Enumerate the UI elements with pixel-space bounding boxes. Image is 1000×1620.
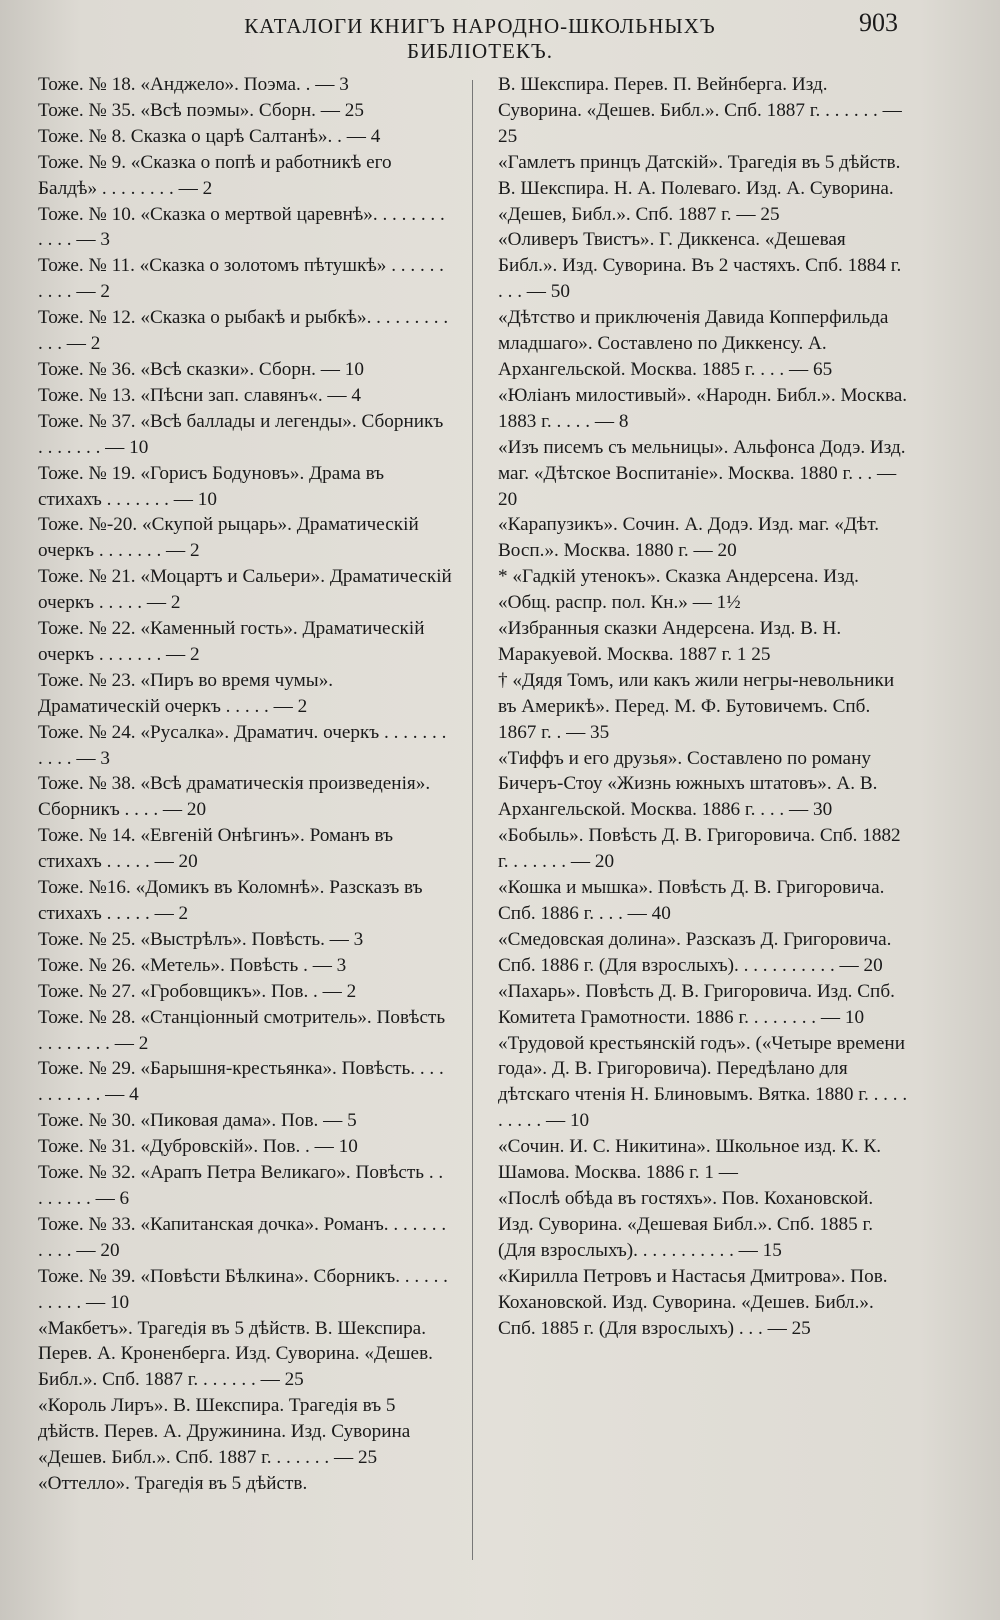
catalog-entry: Тоже. № 18. «Анджело». Поэма. . — 3 xyxy=(38,74,349,95)
catalog-entry: «Оттелло». Трагедія въ 5 дѣйств. xyxy=(38,1472,308,1494)
catalog-entry: «Карапузикъ». Сочин. А. Додэ. Изд. маг. «Дѣт. Восп.». Москва. 1880 г. — 20 xyxy=(498,514,880,562)
catalog-entry: Тоже. № 24. «Русалка». Драматич. очеркъ . . . . . . . . . . . — 3 xyxy=(38,721,447,769)
running-head: КАТАЛОГИ КНИГЪ НАРОДНО-ШКОЛЬНЫХЪ БИБЛІОТЕКЪ. xyxy=(244,14,716,63)
catalog-entry: «Послѣ обѣда въ гостяхъ». Пов. Кохановской. Изд. Суворина. «Дешевая Библ.». Спб. 1885 г. (Для взрослыхъ). . . . . . . . . . . — 15 xyxy=(498,1187,874,1261)
catalog-entry: Тоже. № 19. «Горисъ Бодуновъ». Драма въ стихахъ . . . . . . . — 10 xyxy=(38,462,385,510)
catalog-entry: «Кошка и мышка». Повѣсть Д. В. Григоровича. Спб. 1886 г. . . . — 40 xyxy=(498,877,885,924)
catalog-entry: Тоже. № 30. «Пиковая дама». Пов. — 5 xyxy=(38,1110,357,1132)
catalog-entry: * «Гадкій утенокъ». Сказка Андерсена. Изд. «Общ. распр. пол. Кн.» — 1½ xyxy=(498,566,859,614)
catalog-entry: «Трудовой крестьянскій годъ». («Четыре времени года». Д. В. Григоровича). Передѣлано для дѣтскаго чтенія Н. Блиновымъ. Вятка. 1880 г. . . . . . . . . . — 10 xyxy=(498,1032,908,1132)
catalog-entry: Тоже. № 31. «Дубровскій». Пов. . — 10 xyxy=(38,1136,358,1158)
column-divider xyxy=(472,80,473,1560)
right-column xyxy=(498,72,908,1341)
catalog-entry: Тоже. № 22. «Каменный гость». Драматическій очеркъ . . . . . . . — 2 xyxy=(38,618,425,665)
catalog-entry: Тоже. № 36. «Всѣ сказки». Сборн. — 10 xyxy=(38,358,364,380)
catalog-entry: Тоже. № 28. «Станціонный смотритель». Повѣсть . . . . . . . . — 2 xyxy=(38,1006,446,1054)
catalog-entry: Тоже. № 21. «Моцартъ и Сальери». Драматическій очеркъ . . . . . — 2 xyxy=(38,566,452,614)
catalog-entry: Тоже. № 9. «Сказка о попѣ и работникѣ его Балдѣ» . . . . . . . . — 2 xyxy=(38,151,392,199)
catalog-entry: Тоже. № 25. «Выстрѣлъ». Повѣсть. — 3 xyxy=(38,928,364,950)
catalog-entry: Тоже. № 38. «Всѣ драматическія произведенія». Сборникъ . . . . — 20 xyxy=(38,773,431,821)
catalog-entry: «Избранныя сказки Андерсена. Изд. В. Н. Маракуевой. Москва. 1887 г. 1 25 xyxy=(498,618,842,665)
catalog-entry: Тоже. № 11. «Сказка о золотомъ пѣтушкѣ» . . . . . . . . . . — 2 xyxy=(38,255,444,303)
catalog-entry: Тоже. № 12. «Сказка о рыбакѣ и рыбкѣ». . . . . . . . . . . . — 2 xyxy=(38,307,449,355)
catalog-entry: Тоже. № 13. «Пѣсни зап. славянъ«. — 4 xyxy=(38,384,362,406)
catalog-entry: † «Дядя Томъ, или какъ жили негры-невольники въ Америкѣ». Перед. М. Ф. Бутовичемъ. Спб. 1867 г. . — 35 xyxy=(498,669,895,743)
catalog-entry: Тоже. № 27. «Гробовщикъ». Пов. . — 2 xyxy=(38,980,357,1002)
catalog-entry: Тоже. №16. «Домикъ въ Коломнѣ». Разсказъ въ стихахъ . . . . . — 2 xyxy=(38,877,423,924)
catalog-entry: Тоже. № 29. «Барышня-крестьянка». Повѣсть. . . . . . . . . . . — 4 xyxy=(38,1058,444,1106)
catalog-entry: «Тиффъ и его друзья». Составлено по роману Бичеръ-Стоу «Жизнь южныхъ штатовъ». А. В. Архангельской. Москва. 1886 г. . . . — 30 xyxy=(498,747,878,821)
catalog-entry: «Изъ писемъ съ мельницы». Альфонса Додэ. Изд. маг. «Дѣтское Воспитаніе». Москва. 1880 г. . . — 20 xyxy=(498,436,906,510)
catalog-entry: «Бобыль». Повѣсть Д. В. Григоровича. Спб. 1882 г. . . . . . . — 20 xyxy=(498,825,901,873)
catalog-entry: «Король Лиръ». В. Шекспира. Трагедія въ 5 дѣйств. Перев. А. Дружинина. Изд. Суворина «Дешев. Библ.». Спб. 1887 г. . . . . . . — 25 xyxy=(38,1395,411,1469)
catalog-entry: В. Шекспира. Перев. П. Вейнберга. Изд. Суворина. «Дешев. Библ.». Спб. 1887 г. . . . . . . — 25 xyxy=(498,74,902,147)
catalog-entry: Тоже. № 33. «Капитанская дочка». Романъ. . . . . . . . . . . — 20 xyxy=(38,1213,447,1261)
catalog-entry: Тоже. № 37. «Всѣ баллады и легенды». Сборникъ . . . . . . . — 10 xyxy=(38,410,444,458)
catalog-entry: «Смедовская долина». Разсказъ Д. Григоровича. Спб. 1886 г. (Для взрослыхъ). . . . . . . . . . . — 20 xyxy=(498,928,892,976)
page-number: 903 xyxy=(859,8,898,37)
catalog-entry: Тоже. № 10. «Сказка о мертвой царевнѣ». . . . . . . . . . . . — 3 xyxy=(38,203,445,251)
catalog-entry: Тоже. № 26. «Метель». Повѣсть . — 3 xyxy=(38,954,347,976)
catalog-entry: «Сочин. И. С. Никитина». Школьное изд. К. К. Шамова. Москва. 1886 г. 1 — xyxy=(498,1136,882,1184)
catalog-entry: Тоже. № 8. Сказка о царѣ Салтанѣ». . — 4 xyxy=(38,125,381,147)
catalog-entry: Тоже. № 14. «Евгеній Онѣгинъ». Романъ въ стихахъ . . . . . — 20 xyxy=(38,825,394,873)
catalog-entry: Тоже. № 35. «Всѣ поэмы». Сборн. — 25 xyxy=(38,99,364,121)
catalog-entry: «Дѣтство и приключенія Давида Копперфильда младшаго». Составлено по Диккенсу. А. Архангельской. Москва. 1885 г. . . . — 65 xyxy=(498,307,889,380)
catalog-entry: «Макбетъ». Трагедія въ 5 дѣйств. В. Шекспира. Перев. А. Кроненберга. Изд. Суворина. «Дешев. Библ.». Спб. 1887 г. . . . . . . — 25 xyxy=(38,1317,433,1391)
left-column xyxy=(38,72,452,1497)
catalog-entry: «Гамлетъ принцъ Датскій». Трагедія въ 5 дѣйств. В. Шекспира. Н. А. Полеваго. Изд. А. Суворина. «Дешев, Библ.». Спб. 1887 г. — 25 xyxy=(498,151,901,225)
catalog-entry: Тоже. № 23. «Пиръ во время чумы». Драматическій очеркъ . . . . . — 2 xyxy=(38,669,334,717)
catalog-entry: «Юліанъ милостивый». «Народн. Библ.». Москва. 1883 г. . . . . — 8 xyxy=(498,384,908,432)
catalog-entry: «Кирилла Петровъ и Настасья Дмитрова». Пов. Кохановской. Изд. Суворина. «Дешев. Библ.». Спб. 1885 г. (Для взрослыхъ) . . . — 25 xyxy=(498,1265,888,1339)
catalog-entry: «Оливеръ Твистъ». Г. Диккенса. «Дешевая Библ.». Изд. Суворина. Въ 2 частяхъ. Спб. 1884 г. . . . — 50 xyxy=(498,229,902,303)
catalog-entry: Тоже. № 39. «Повѣсти Бѣлкина». Сборникъ. . . . . . . . . . . — 10 xyxy=(38,1265,448,1313)
catalog-entry: Тоже. № 32. «Арапъ Петра Великаго». Повѣсть . . . . . . . . — 6 xyxy=(38,1162,444,1209)
catalog-entry: Тоже. №-20. «Скупой рыцарь». Драматическій очеркъ . . . . . . . — 2 xyxy=(38,514,419,562)
catalog-entry: «Пахарь». Повѣсть Д. В. Григоровича. Изд. Спб. Комитета Грамотности. 1886 г. . . . . . . . — 10 xyxy=(498,980,895,1028)
